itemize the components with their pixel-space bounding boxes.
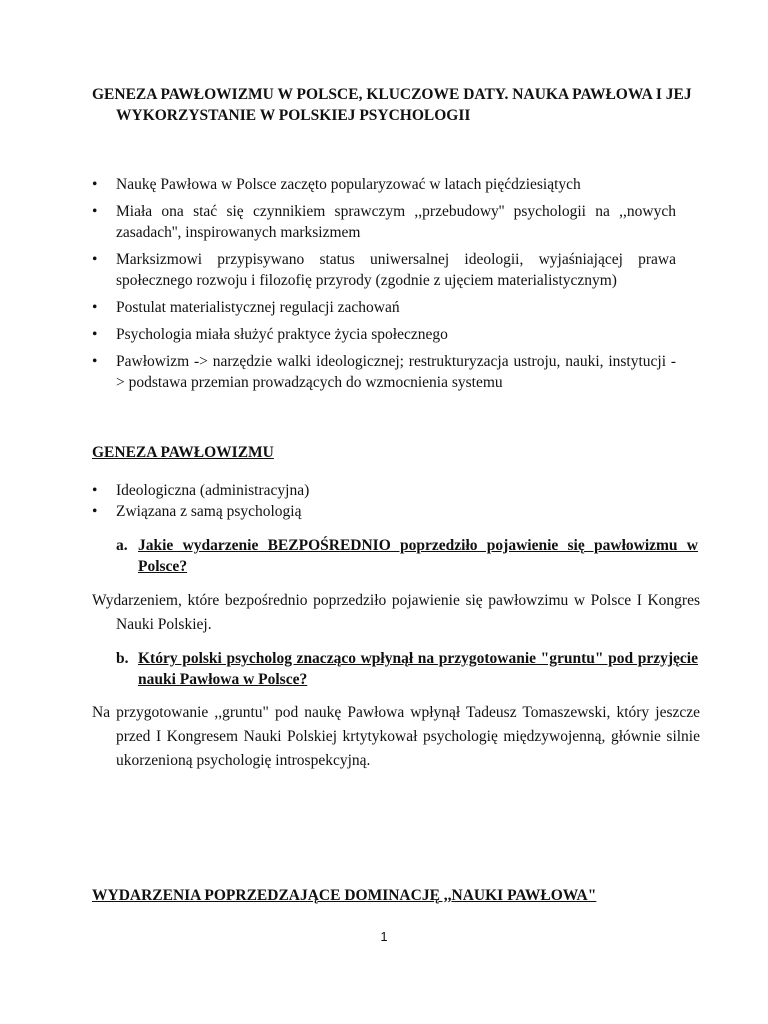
list-item: • Związana z samą psychologią <box>92 501 676 522</box>
question-a <box>116 535 698 577</box>
document-title: GENEZA PAWŁOWIZMU W POLSCE, KLUCZOWE DATY. NAUKA PAWŁOWA I JEJ WYKORZYSTANIE W POLSKIEJ PSYCHOLOGII <box>92 86 692 124</box>
question-marker: b. <box>116 650 129 667</box>
section-heading-wydarzenia: WYDARZENIA POPRZEDZAJĄCE DOMINACJĘ ,,NAUKI PAWŁOWA" <box>92 887 597 904</box>
question-b <box>116 648 698 690</box>
answer-b: Na przygotowanie ,,gruntu" pod naukę Pawłowa wpłynął Tadeusz Tomaszewski, który jeszcze przed I Kongresem Nauki Polskiej krtytykował psychologię międzywojenną, głównie silnie ukorzenioną psychologię introspekcyjną. <box>92 704 700 769</box>
question-text: Jakie wydarzenie BEZPOŚREDNIO poprzedziło pojawienie się pawłowizmu w Polsce? <box>138 537 698 575</box>
answer-a: Wydarzeniem, które bezpośrednio poprzedziło pojawienie się pawłowzimu w Polsce I Kongres Nauki Polskiej. <box>92 592 700 633</box>
page-number: 1 <box>380 929 388 944</box>
question-marker: a. <box>116 537 128 554</box>
intro-bullet-list <box>92 174 676 399</box>
list-item: • Psychologia miała służyć praktyce życia społecznego <box>92 324 676 345</box>
list-item: • Miała ona stać się czynnikiem sprawczym ,,przebudowy'' psychologii na ,,nowych zasadach'', inspirowanych marksizmem <box>92 201 676 243</box>
question-text: Który polski psycholog znacząco wpłynął na przygotowanie "gruntu" pod przyjęcie nauki Pawłowa w Polsce? <box>138 650 698 688</box>
section-heading-geneza: GENEZA PAWŁOWIZMU <box>92 444 274 461</box>
geneza-bullet-list <box>92 480 676 522</box>
list-item: • Postulat materialistycznej regulacji zachowań <box>92 297 676 318</box>
list-item: • Pawłowizm -> narzędzie walki ideologicznej; restrukturyzacja ustroju, nauki, instytucji -> podstawa przemian prowadzących do wzmocnienia systemu <box>92 351 676 393</box>
list-item: • Ideologiczna (administracyjna) <box>92 480 676 501</box>
list-item: • Marksizmowi przypisywano status uniwersalnej ideologii, wyjaśniającej prawa społecznego rozwoju i filozofię przyrody (zgodnie z ujęciem materialistycznym) <box>92 249 676 291</box>
list-item: • Naukę Pawłowa w Polsce zaczęto popularyzować w latach pięćdziesiątych <box>92 174 676 195</box>
